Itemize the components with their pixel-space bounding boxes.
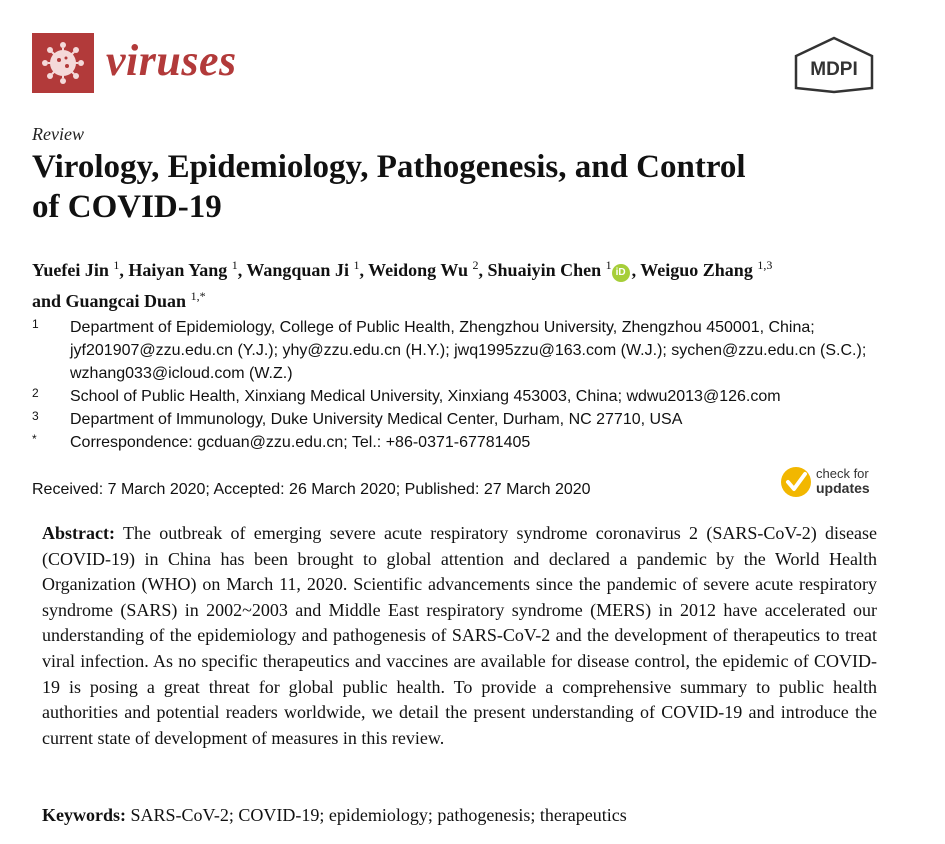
- author-name[interactable]: Wangquan Ji: [246, 260, 349, 280]
- article-title: [32, 147, 892, 227]
- affiliation-line: jyf201907@zzu.edu.cn (Y.J.); yhy@zzu.edu.cn (H.Y.); jwq1995zzu@163.com (W.J.); sychen@zzu.edu.cn (S.C.);: [70, 342, 867, 359]
- author-name[interactable]: Weiguo Zhang: [640, 260, 753, 280]
- publisher-name: MDPI: [810, 59, 858, 80]
- author-affiliation: 1: [353, 258, 360, 272]
- abstract-label: Abstract:: [42, 523, 115, 543]
- affiliation-line: Department of Epidemiology, College of Public Health, Zhengzhou University, Zhengzhou 450001, China;: [70, 319, 815, 336]
- affiliation-mark: 2: [32, 386, 39, 400]
- author-affiliation: 1,3: [757, 258, 773, 272]
- author-list: Yuefei Jin $^1$, Haiyan Yang $^1$, Wangquan Ji $^1$, Weidong Wu $^2$, Shuaiyin Chen $^1$iD , Weiguo Zhang $^{1,3}$ and Guangcai Duan $^{1,*}$: [32, 258, 773, 311]
- affiliation-line: Department of Immunology, Duke University Medical Center, Durham, NC 27710, USA: [70, 411, 683, 428]
- affiliation-line: wzhang033@icloud.com (W.Z.): [70, 365, 293, 382]
- author-name[interactable]: Weidong Wu: [368, 260, 469, 280]
- title-line: Virology, Epidemiology, Pathogenesis, and Control: [32, 149, 746, 185]
- author-affiliation: 1: [231, 258, 238, 272]
- updates-line-1: check for: [816, 466, 869, 481]
- mdpi-logo-icon: [792, 36, 876, 94]
- affiliation-mark: *: [32, 432, 37, 446]
- abstract-text: The outbreak of emerging severe acute respiratory syndrome coronavirus 2 (SARS-CoV-2) disease (COVID-19) in China has been brought to global attention and declared a pandemic by the World Health Organization (WHO) on March 11, 2020. Scientific advancements since the pandemic of severe acute respiratory syndrome (SARS) in 2002~2003 and Middle East respiratory syndrome (MERS) in 2012 have accelerated our understanding of the epidemiology and pathogenesis of SARS-CoV-2 and the development of therapeutics to treat viral infection. As no specific therapeutics and vaccines are available for disease control, the epidemic of COVID-19 is posing a great threat for global public health. To provide a comprehensive summary to public health authorities and potential readers worldwide, we detail the present understanding of COVID-19 and introduce the current state of development of measures in this review.: [42, 523, 877, 748]
- abstract: [42, 521, 877, 751]
- article-type: Review: [32, 124, 84, 144]
- author-affiliation: 1: [605, 258, 612, 272]
- journal-name: viruses: [106, 36, 237, 85]
- author-name[interactable]: Shuaiyin Chen: [487, 260, 602, 280]
- journal-logo-icon: [32, 33, 94, 93]
- author-connector: and: [32, 291, 62, 311]
- keywords-text: SARS-CoV-2; COVID-19; epidemiology; pathogenesis; therapeutics: [130, 805, 627, 825]
- author-name[interactable]: Haiyan Yang: [128, 260, 228, 280]
- affiliation-mark: 1: [32, 317, 39, 331]
- check-for-updates-icon: [781, 467, 811, 497]
- publication-dates: Received: 7 March 2020; Accepted: 26 March 2020; Published: 27 March 2020: [32, 481, 591, 498]
- affiliation-line: School of Public Health, Xinxiang Medical University, Xinxiang 453003, China; wdwu2013@126.com: [70, 388, 781, 405]
- check-for-updates-button[interactable]: [780, 462, 890, 502]
- affiliation-line: Correspondence: gcduan@zzu.edu.cn; Tel.: +86-0371-67781405: [70, 434, 531, 451]
- author-affiliation: 1: [113, 258, 120, 272]
- title-line: of COVID-19: [32, 189, 222, 225]
- author-affiliation: 2: [472, 258, 479, 272]
- updates-line-2: updates: [816, 480, 870, 496]
- orcid-icon[interactable]: iD: [612, 264, 630, 282]
- author-name[interactable]: Yuefei Jin: [32, 260, 109, 280]
- author-name[interactable]: Guangcai Duan: [65, 291, 187, 311]
- affiliation-mark: 3: [32, 409, 39, 423]
- keywords-label: Keywords:: [42, 805, 126, 825]
- author-affiliation: 1,*: [190, 289, 206, 303]
- keywords: [42, 803, 877, 828]
